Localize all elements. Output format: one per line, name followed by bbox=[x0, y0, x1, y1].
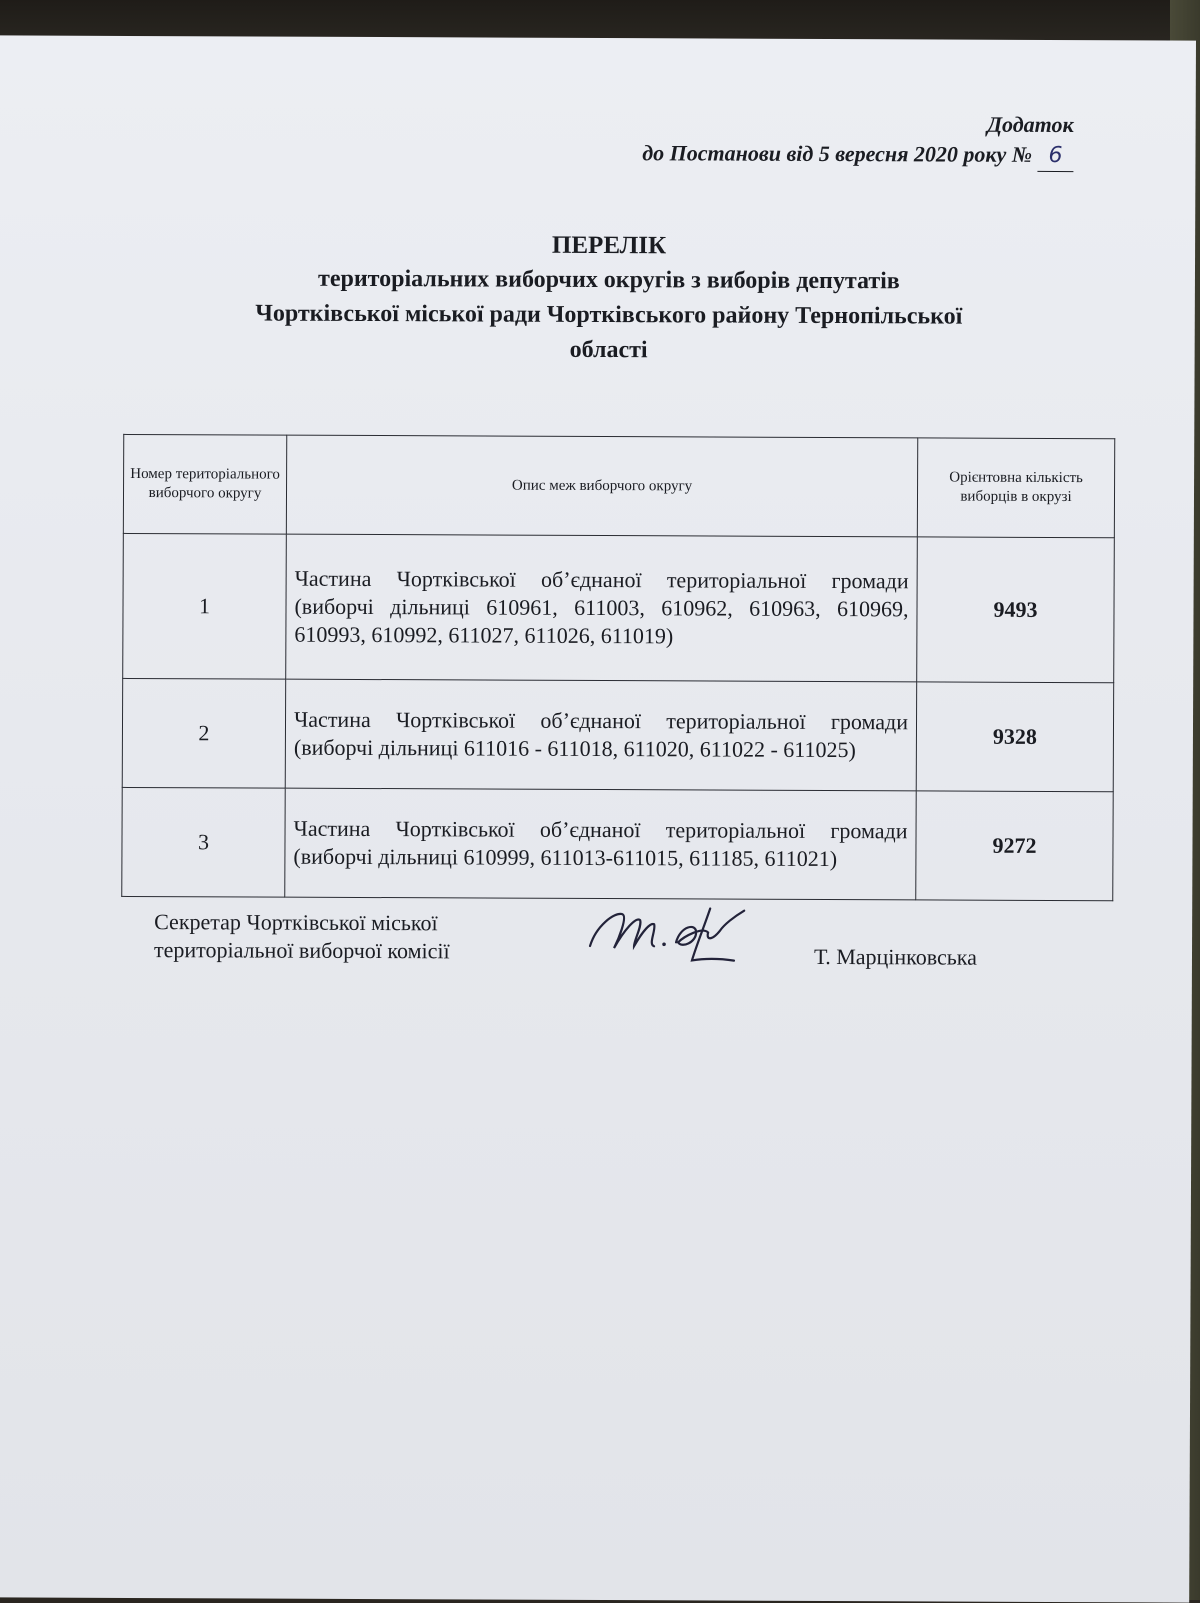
district-number: 2 bbox=[122, 678, 285, 788]
district-description: Частина Чортківської об’єднаної територіальної громади (виборчі дільниці 610961, 611003, 610962, 610963, 610969, 610993, 610992, 611027, 611026, 611019) bbox=[286, 534, 918, 682]
signatory-position bbox=[154, 908, 450, 965]
voter-count: 9493 bbox=[917, 537, 1115, 683]
districts-table bbox=[121, 434, 1115, 901]
appendix-reference bbox=[642, 138, 1073, 172]
district-number: 1 bbox=[123, 533, 287, 679]
position-line-1: Секретар Чортківської міської bbox=[154, 909, 438, 936]
document-page bbox=[0, 35, 1196, 1602]
table-row bbox=[122, 678, 1113, 791]
title-line-3: області bbox=[569, 336, 648, 364]
district-description: Частина Чортківської об’єднаної територіальної громади (виборчі дільниці 610999, 611013-611015, 611185, 611021) bbox=[285, 788, 916, 900]
appendix-block bbox=[642, 108, 1073, 172]
voter-count: 9272 bbox=[916, 791, 1113, 901]
handwritten-signature bbox=[584, 896, 754, 977]
appendix-resolution: до Постанови від 5 вересня 2020 року № bbox=[642, 140, 1033, 167]
position-line-2: територіальної виборчої комісії bbox=[153, 937, 450, 964]
resolution-number: 6 bbox=[1037, 141, 1073, 172]
header-count: Орієнтовна кількість виборців в окрузі bbox=[917, 438, 1114, 538]
header-number: Номер територіального виборчого округу bbox=[123, 434, 286, 534]
title-line-1: територіальних виборчих округів з виборів депутатів bbox=[318, 265, 900, 295]
appendix-label: Додаток bbox=[986, 111, 1074, 138]
header-description: Опис меж виборчого округу bbox=[286, 435, 917, 537]
table-row bbox=[122, 787, 1113, 900]
table-header-row bbox=[123, 434, 1114, 537]
title-main: ПЕРЕЛІК bbox=[551, 231, 667, 260]
title-line-2: Чортківської міської ради Чортківського району Тернопільської bbox=[255, 300, 963, 330]
district-description: Частина Чортківської об’єднаної територіальної громади (виборчі дільниці 611016 - 611018, 611020, 611022 - 611025) bbox=[285, 679, 916, 791]
district-number: 3 bbox=[122, 787, 285, 897]
signature-block bbox=[154, 908, 1074, 992]
voter-count: 9328 bbox=[916, 682, 1113, 792]
signatory-name: Т. Марцінковська bbox=[813, 943, 978, 970]
document-title bbox=[169, 226, 1050, 370]
table-row bbox=[123, 533, 1115, 682]
